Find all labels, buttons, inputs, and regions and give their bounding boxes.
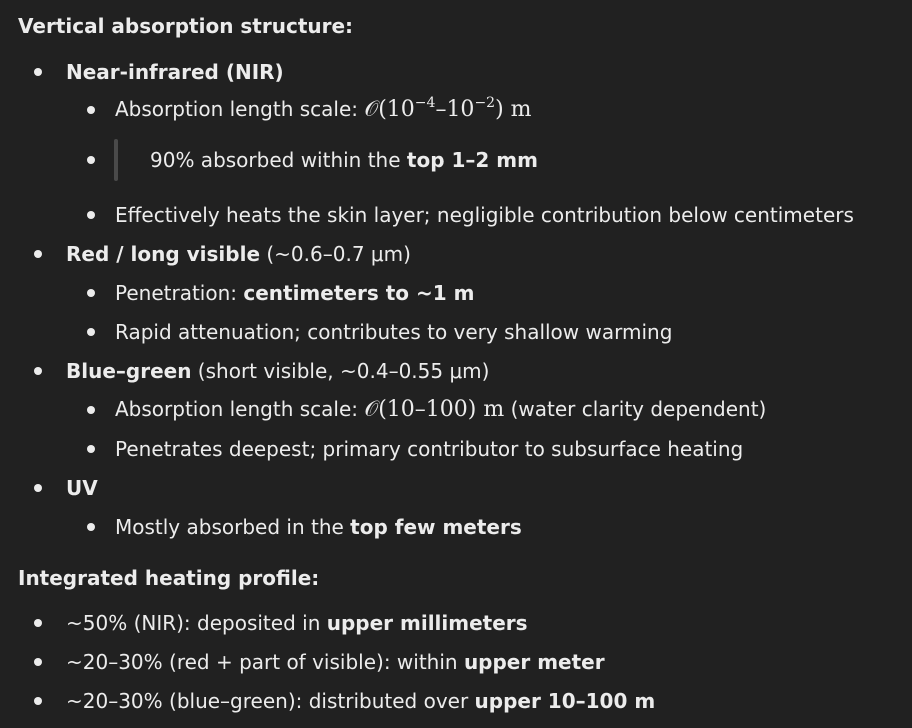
heating-nir-text: ~50% (NIR): deposited in [66,611,327,635]
bullet-dot [34,619,42,627]
red-attenuation: Rapid attenuation; contributes to very shallow warming [115,320,673,344]
uv-absorbed-prefix: Mostly absorbed in the [115,515,351,539]
red-label: Red / long visible [66,242,261,266]
heating-blue-green-bold: upper 10–100 m [474,689,656,713]
nir-absorption-prefix: Absorption length scale: [115,97,365,121]
bullet-dot [87,523,95,531]
nir-absorption-length [115,97,532,122]
heating-item-blue-green [66,689,655,713]
bullet-dot [87,406,95,414]
bullet-dot [34,697,42,705]
list-item-uv [66,476,98,500]
red-penetration-bold: centimeters to ~1 m [243,281,475,305]
bullet-dot [34,484,42,492]
blue-green-penetrates: Penetrates deepest; primary contributor to subsurface heating [115,437,744,461]
bullet-dot [87,156,95,164]
blue-green-absorption-suffix: (water clarity dependent) [504,397,767,421]
red-penetration-prefix: Penetration: [115,281,244,305]
bullet-dot [34,367,42,375]
section-heading-integrated-heating: Integrated heating profile: [18,566,320,590]
nir-quote-text: 90% absorbed within the [150,148,407,172]
list-item-red [66,242,411,266]
bullet-dot [34,658,42,666]
blue-green-absorption-prefix: Absorption length scale: [115,397,365,421]
blockquote-bar [114,139,118,181]
blue-green-absorption-formula: 𝒪(10–100) m [364,397,505,422]
heating-item-nir [66,611,528,635]
bullet-dot [87,328,95,336]
heating-item-red [66,650,605,674]
nir-label: Near-infrared (NIR) [66,60,284,84]
bullet-dot [34,250,42,258]
nir-blockquote [150,148,538,172]
blue-green-label: Blue–green [66,359,192,383]
heating-blue-green-text: ~20–30% (blue–green): distributed over [66,689,475,713]
bullet-dot [87,445,95,453]
list-item-blue-green [66,359,489,383]
nir-absorption-formula: $𝒪(10^{-4}-10^{-2})$ m [364,95,532,122]
bullet-dot [87,289,95,297]
red-penetration [115,281,474,305]
heating-red-text: ~20–30% (red + part of visible): within [66,650,464,674]
bullet-dot [87,106,95,114]
uv-absorbed-bold: top few meters [350,515,522,539]
uv-label: UV [66,476,98,500]
red-label-rest: (~0.6–0.7 μm) [260,242,411,266]
list-item-nir [66,60,284,84]
uv-absorbed [115,515,522,539]
blue-green-label-rest: (short visible, ~0.4–0.55 μm) [191,359,490,383]
nir-quote-bold: top 1–2 mm [406,148,538,172]
blue-green-absorption-length [115,397,766,422]
heating-nir-bold: upper millimeters [326,611,528,635]
section-heading-vertical-absorption: Vertical absorption structure: [18,14,354,38]
bullet-dot [34,68,42,76]
bullet-dot [87,211,95,219]
nir-skin-layer: Effectively heats the skin layer; negligible contribution below centimeters [115,203,854,227]
heating-red-bold: upper meter [463,650,605,674]
